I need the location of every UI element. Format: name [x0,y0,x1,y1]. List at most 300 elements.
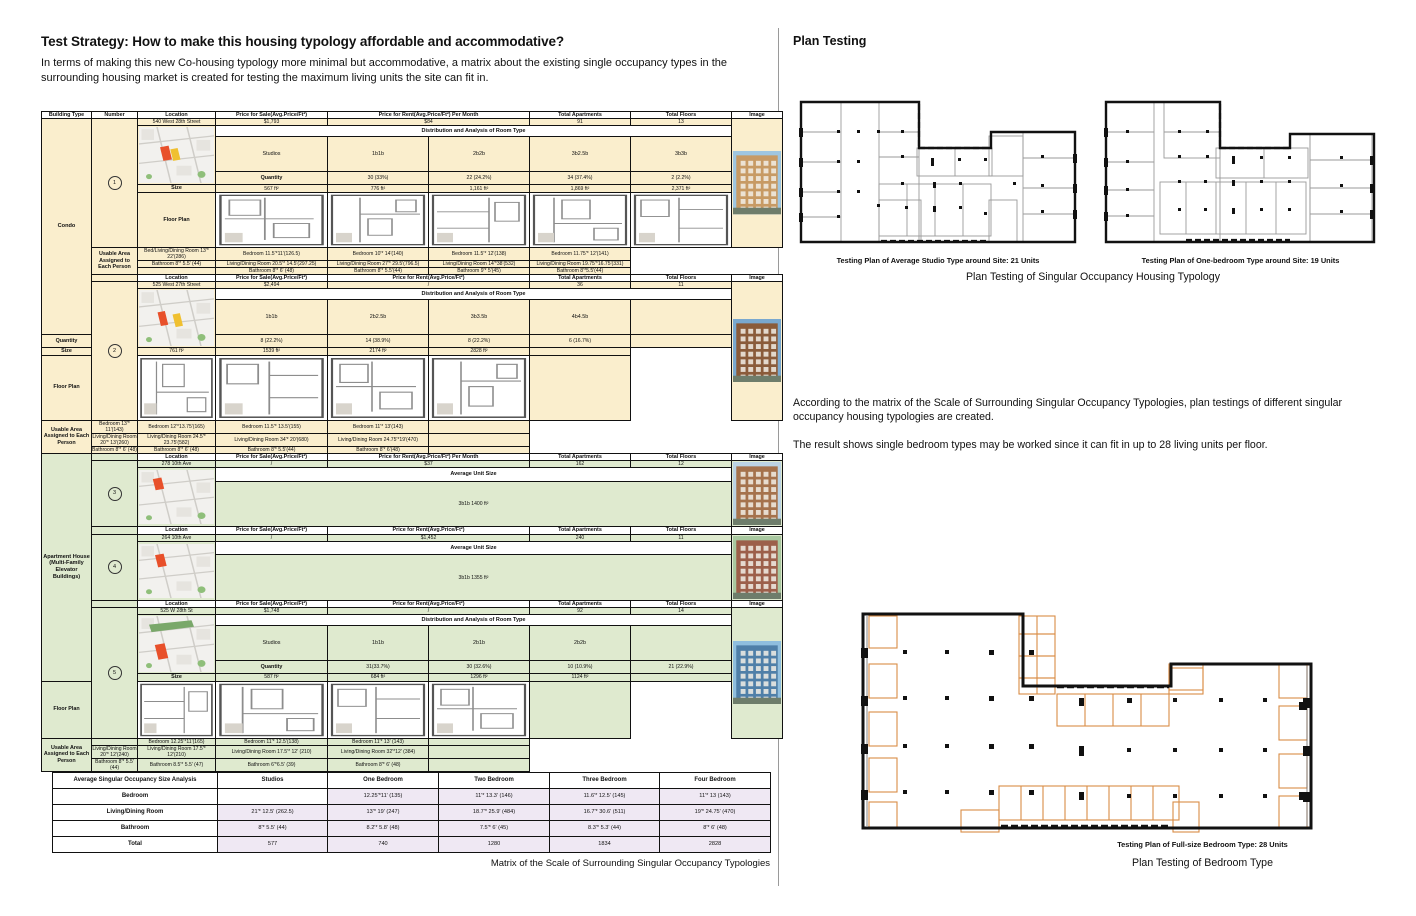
room-type: 1b1b [328,626,429,661]
unit-floor-plan [429,356,529,420]
average-size-summary-table [52,772,771,853]
column-header-image: Image [732,274,783,281]
usable-area-value: Bedroom 11.5'*11'(126.5) [216,247,328,260]
distribution-header: Distribution and Analysis of Room Type [216,289,732,300]
room-type-quantity: 2 (2.2%) [631,172,732,185]
table-row [42,615,783,626]
room-type-size: 2174 ft² [328,348,429,355]
row-label-usable-area: Usable Area Assigned to Each Person [92,247,138,274]
column-header-image: Image [732,527,783,534]
row-label-floor-plan: Floor Plan [138,192,216,247]
usable-area-value: Bathroom 8'* 5.5' (44) [138,260,216,267]
room-type-quantity: 14 (38.9%) [328,335,429,348]
usable-area-value: Bedroom 11'* 13' (143) [328,738,429,745]
table-row [42,355,783,420]
table-row [42,674,783,681]
usable-area-value: Bathroom 8'* 6' (48) [328,758,429,771]
floor-plan-cell [429,681,530,738]
building-photo [733,462,781,525]
empty-cell [429,738,530,745]
column-header-price_sale: Price for Sale(Avg.Price/Ft²) [216,453,328,460]
intro-paragraph: In terms of making this new Co-housing typology more minimal but accommodative, a matrix about the existing single occupancy types in the surrounding housing market is created for testing the maximum living units the site can fit in. [41,57,727,84]
price-for-sale: $1,793 [216,119,328,126]
row-label-quantity: Quantity [216,172,328,185]
summary-row-label: Bathroom [53,821,218,837]
empty-cell [429,758,530,771]
empty-cell [631,674,732,681]
site-map-cell [138,541,216,600]
summary-cell: 11'* 13.3' (146) [439,789,550,805]
total-apartments: 162 [530,460,631,467]
total-floors: 13 [631,119,732,126]
room-type: 2b2.5b [328,300,429,335]
floor-plan-cell [216,681,328,738]
column-header-image: Image [732,112,783,119]
usable-area-value: Living/Dining Room 24.5'* 23.75'(582) [138,433,216,446]
table-row [42,267,783,274]
table-row [42,527,783,534]
price-for-sale: / [216,534,328,541]
usable-area-value: Bathroom 8'* 5.5'(44) [216,446,328,453]
building-location: 278 10th Ave [138,460,216,467]
building-number-5 [92,608,138,738]
table-row [42,600,783,607]
room-type-quantity: 21 (22.9%) [631,661,732,674]
column-header-price_sale: Price for Sale(Avg.Price/Ft²) [216,600,328,607]
total-apartments: 240 [530,534,631,541]
column-header-location: Location [138,600,216,607]
building-photo [733,536,781,599]
column-header-total_floors: Total Floors [631,112,732,119]
usable-area-value [138,267,216,274]
summary-cell: 8'* 5.5' (44) [218,821,328,837]
average-unit-size-value: 3b1b 1400 ft² [216,481,732,526]
table-row [42,112,783,119]
left-panel-header [41,34,781,85]
building-photo [733,151,781,214]
floor-plan-cell [328,192,429,247]
summary-cell [218,789,328,805]
average-unit-size-value: 3b1b 1355 ft² [216,555,732,600]
usable-area-value: Living/Dining Room 14'*38'(532) [429,260,530,267]
room-type: Studios [216,626,328,661]
room-type: 1b1b [216,300,328,335]
table-row [42,119,783,126]
row-label-size: Size [138,674,216,681]
summary-cell: 16.7'* 30.6' (511) [550,805,660,821]
price-for-rent: / [328,282,530,289]
table-row [42,126,783,137]
table-row [42,192,783,247]
empty-cell [429,433,530,446]
summary-cell: 18.7'* 25.9' (484) [439,805,550,821]
building-number-4 [92,534,138,600]
site-map-thumbnail [139,544,214,598]
number-spacer [92,453,138,460]
summary-column-header: Studios [218,773,328,789]
total-apartments: 36 [530,282,631,289]
unit-floor-plan [216,356,327,420]
price-for-sale: / [216,460,328,467]
summary-column-header: Average Singular Occupancy Size Analysis [53,773,218,789]
column-header-total_floors: Total Floors [631,527,732,534]
building-photo [733,319,781,382]
usable-area-value: Bathroom 9'* 5'(45) [429,267,530,274]
typology-matrix-table [41,111,783,772]
column-header-price_rent: Price for Rent(Avg.Price/Ft²) [328,600,530,607]
unit-floor-plan [138,356,215,420]
room-type-quantity: 6 (16.7%) [530,335,631,348]
usable-area-value: Living/Dining Room 17.5'* 12' (210) [216,745,328,758]
building-number-badge: 4 [108,560,122,574]
building-location: 525 W 28th St [138,608,216,615]
unit-floor-plan [216,682,327,738]
unit-floor-plan [328,193,428,247]
number-spacer [92,600,138,607]
empty-cell [631,335,732,348]
column-header-total_apartments: Total Apartments [530,453,631,460]
plan-big-subcaption: Plan Testing of Bedroom Type [1132,857,1273,869]
total-apartments: 92 [530,608,631,615]
price-for-rent: $37 [328,460,530,467]
row-label-usable-area: Usable Area Assigned to Each Person [42,738,92,771]
usable-area-value: Bathroom 8'* 6' (48) [138,446,216,453]
column-header-location: Location [138,112,216,119]
column-header-total_apartments: Total Apartments [530,527,631,534]
usable-area-value: Living/Dining Room 32'*12' (384) [328,745,429,758]
usable-area-value: Bedroom 11.5'* 12'(138) [429,247,530,260]
room-type-size: 1539 ft² [216,348,328,355]
site-map-cell [138,126,216,185]
room-type-size: 1296 ft² [429,674,530,681]
room-type-quantity: 22 (24.2%) [429,172,530,185]
column-header-price_sale: Price for Sale(Avg.Price/Ft²) [216,527,328,534]
room-type-size: 761 ft² [138,348,216,355]
building-location: 540 West 28th Street [138,119,216,126]
table-row [53,773,771,789]
summary-column-header: One Bedroom [328,773,439,789]
table-row [42,738,783,745]
summary-cell: 7.5'* 6' (45) [439,821,550,837]
usable-area-value: Bathroom 8'*5.5'(44) [530,267,631,274]
room-type: 3b3b [631,137,732,172]
site-map-cell [138,289,216,348]
column-header-number: Number [92,112,138,119]
table-row [42,348,783,355]
number-spacer [92,274,138,281]
room-type-size: 2,371 ft² [631,185,732,192]
building-number-badge: 2 [108,344,122,358]
building-number-2 [92,282,138,420]
building-location: 264 10th Ave [138,534,216,541]
usable-area-value: Living/Dining Room 17.5'* 12'(210) [138,745,216,758]
summary-cell: 13'* 19' (247) [328,805,439,821]
usable-area-value: Bed/Living/Dining Room 13'* 22'(286) [138,247,216,260]
distribution-header: Distribution and Analysis of Room Type [216,126,732,137]
matrix-caption: Matrix of the Scale of Surrounding Singular Occupancy Typologies [490,858,770,869]
site-map-thumbnail [139,616,214,672]
empty-cell [530,681,631,738]
summary-cell: 2828 [660,837,771,853]
building-image-cell [732,119,783,247]
usable-area-value [92,738,138,745]
usable-area-value: Bathroom 8'* 5.5' (44) [92,758,138,771]
unit-floor-plan [631,193,731,247]
room-type-size: 2828 ft² [429,348,530,355]
room-type-size: 1,161 ft² [429,185,530,192]
total-floors: 11 [631,282,732,289]
table-row [42,534,783,541]
room-type-size: 587 ft² [216,674,328,681]
unit-floor-plan [429,682,529,738]
room-type: 1b1b [328,137,429,172]
floor-plan-cell [216,355,328,420]
empty-cell [429,446,530,453]
column-header-total_apartments: Total Apartments [530,112,631,119]
summary-cell: 12.25'*11' (135) [328,789,439,805]
column-header-image: Image [732,453,783,460]
empty-cell [631,300,732,335]
usable-area-value: Bathroom 8'* 6' (48) [216,267,328,274]
table-row [42,289,783,300]
column-header-location: Location [138,527,216,534]
room-type-quantity: 30 (33%) [328,172,429,185]
table-row [42,608,783,615]
one-bedroom-test-floorplan [1098,92,1383,250]
table-row [42,420,783,433]
group-label-apartment: Apartment House (Multi-Family Elevator Buildings) [42,453,92,681]
building-number-1 [92,119,138,247]
table-row [42,745,783,758]
price-for-rent: $1,452 [328,534,530,541]
floor-plan-cell [138,681,216,738]
distribution-header: Distribution and Analysis of Room Type [216,615,732,626]
summary-column-header: Two Bedroom [439,773,550,789]
summary-cell: 19'* 24.75' (470) [660,805,771,821]
building-image-cell [732,534,783,600]
plan-b-caption: Testing Plan of One-bedroom Type around Site: 19 Units [1141,256,1340,265]
table-row [42,453,783,460]
room-type-size: 1,869 ft² [530,185,631,192]
summary-cell: 1834 [550,837,660,853]
summary-column-header: Three Bedroom [550,773,660,789]
plan-testing-paragraph-2: The result shows single bedroom types may be worked since it can fit in up to 28 living units per floor. [793,439,1268,451]
table-row [42,433,783,446]
floor-plan-cell [328,681,429,738]
column-header-image: Image [732,600,783,607]
group-label-condo: Condo [42,119,92,335]
summary-cell: 577 [218,837,328,853]
top-plans-caption: Plan Testing of Singular Occupancy Housing Typology [965,271,1220,283]
price-for-sale: $1,748 [216,608,328,615]
usable-area-value: Living/Dining Room 19.75'*16.75'(331) [530,260,631,267]
room-type: Studios [216,137,328,172]
summary-cell: 8'* 6' (48) [660,821,771,837]
summary-cell: 1280 [439,837,550,853]
summary-cell: 11.6'* 12.5' (145) [550,789,660,805]
column-header-price_rent: Price for Rent(Avg.Price/Ft²) Per Month [328,112,530,119]
usable-area-value: Living/Dining Room 34'* 20'(680) [216,433,328,446]
room-type-quantity: 30 (32.6%) [429,661,530,674]
building-number-badge: 5 [108,666,122,680]
plan-testing-title: Plan Testing [793,34,867,48]
room-type: 4b4.5b [530,300,631,335]
average-unit-size-header: Average Unit Size [216,467,732,481]
column-header-location: Location [138,274,216,281]
table-row [53,837,771,853]
summary-column-header: Four Bedroom [660,773,771,789]
empty-cell [530,348,631,355]
summary-cell: 8.3'* 5.3' (44) [550,821,660,837]
empty-cell [631,626,732,661]
room-type-quantity: 10 (10.9%) [530,661,631,674]
table-row [42,446,783,453]
building-number-badge: 3 [108,487,122,501]
row-label-size: Size [42,348,92,355]
row-label-quantity: Quantity [216,661,328,674]
price-for-rent: / [328,608,530,615]
usable-area-value: Living/Dining Room 27'* 29.5'(796.5) [328,260,429,267]
column-header-total_apartments: Total Apartments [530,600,631,607]
usable-area-value: Bathroom 8.5'* 5.5' (47) [138,758,216,771]
summary-row-label: Total [53,837,218,853]
column-header-price_sale: Price for Sale(Avg.Price/Ft²) [216,274,328,281]
table-row [42,758,783,771]
average-unit-size-header: Average Unit Size [216,541,732,555]
room-type-quantity: 8 (22.2%) [429,335,530,348]
column-header-price_rent: Price for Rent(Avg.Price/Ft²) [328,274,530,281]
total-floors: 11 [631,534,732,541]
row-label-usable-area: Usable Area Assigned to Each Person [42,420,92,453]
usable-area-value: Living/Dining Room 20'* 13'(260) [92,433,137,446]
plan-big-caption: Testing Plan of Full-size Bedroom Type: 28 Units [1117,840,1288,849]
room-type: 2b2b [429,137,530,172]
usable-area-value: Living/Dining Room 20'* 12'(240) [92,745,137,758]
usable-area-value: Bathroom 8'* 6'(48) [328,446,429,453]
summary-cell: 740 [328,837,439,853]
unit-floor-plan [216,193,327,247]
unit-floor-plan [328,356,428,420]
row-label-floor-plan: Floor Plan [42,681,92,738]
building-photo [733,641,781,704]
table-row [42,460,783,467]
unit-floor-plan [328,682,428,738]
usable-area-value: Bedroom 10'* 14'(140) [328,247,429,260]
usable-area-value: Bedroom 11.5'* 13.5'(155) [216,420,328,433]
table-row [42,681,783,738]
site-map-cell [138,467,216,526]
room-type: 2b2b [530,626,631,661]
table-row [42,282,783,289]
building-image-cell [732,608,783,738]
room-type-size: 684 ft² [328,674,429,681]
floor-plan-cell [530,192,631,247]
floor-plan-cell [429,192,530,247]
page-title: Test Strategy: How to make this housing typology affordable and accommodative? [41,34,565,49]
room-type: 3b2.5b [530,137,631,172]
column-header-total_floors: Total Floors [631,274,732,281]
usable-area-value: Bedroom 12.25'*11'(165) [138,738,216,745]
price-for-rent: $84 [328,119,530,126]
table-row [53,805,771,821]
site-map-thumbnail [139,290,214,346]
building-number-3 [92,460,138,526]
site-map-thumbnail [139,127,214,183]
room-type-size: 1124 ft² [530,674,631,681]
building-location: 525 West 27th Street [138,282,216,289]
table-row [53,821,771,837]
row-label-floor-plan: Floor Plan [42,355,92,420]
price-for-sale: $2,494 [216,282,328,289]
number-spacer [92,527,138,534]
top-plans-container [793,92,1393,254]
studio-test-floorplan [793,92,1083,250]
unit-floor-plan [530,193,630,247]
usable-area-value: Bathroom 8'* 5.5'(44) [328,267,429,274]
total-floors: 14 [631,608,732,615]
usable-area-value: Bedroom 12'*13.75'(165) [138,420,216,433]
column-header-price_sale: Price for Sale(Avg.Price/Ft²) [216,112,328,119]
column-header-total_apartments: Total Apartments [530,274,631,281]
unit-floor-plan [138,682,215,738]
usable-area-value: Bedroom 13'* 11'(143) [92,420,138,433]
right-panel-header [793,34,1403,48]
table-row [42,467,783,481]
empty-cell [429,745,530,758]
column-header-total_floors: Total Floors [631,453,732,460]
row-label-quantity: Quantity [42,335,92,348]
floor-plan-cell [216,192,328,247]
table-row [42,260,783,267]
table-row [42,274,783,281]
unit-floor-plan [429,193,529,247]
plan-testing-paragraph-1: According to the matrix of the Scale of Surrounding Singular Occupancy Typologies, plan testings of different singular occupancy housing typologies are created. [793,397,1343,424]
floor-plan-cell [631,192,732,247]
usable-area-value: Bedroom 11.75'* 12'(141) [530,247,631,260]
building-number-badge: 1 [108,176,122,190]
column-header-location: Location [138,453,216,460]
usable-area-value: Bedroom 11'* 12.5'(138) [216,738,328,745]
usable-area-value: Living/Dining Room 20.5'* 14.5'(297.25) [216,260,328,267]
total-floors: 12 [631,460,732,467]
column-header-price_rent: Price for Rent(Avg.Price/Ft²) [328,527,530,534]
row-label-size: Size [138,185,216,192]
usable-area-value: Bathroom 8'* 6' (48) [92,446,137,453]
total-apartments: 91 [530,119,631,126]
table-row [42,541,783,555]
bedroom-type-test-floorplan [851,606,1391,838]
table-row [53,789,771,805]
table-row [42,185,783,192]
room-type: 2b1b [429,626,530,661]
column-header-total_floors: Total Floors [631,600,732,607]
room-type-quantity: 8 (22.2%) [216,335,328,348]
floor-plan-cell [138,355,216,420]
summary-cell: 11'* 13 (143) [660,789,771,805]
column-header-price_rent: Price for Rent(Avg.Price/Ft²) Per Month [328,453,530,460]
empty-cell [530,355,631,420]
plan-a-caption: Testing Plan of Average Studio Type around Site: 21 Units [836,256,1040,265]
table-row [42,247,783,260]
usable-area-value: Bathroom 6'*6.5' (39) [216,758,328,771]
empty-cell [429,420,530,433]
room-type-size: 567 ft² [216,185,328,192]
summary-row-label: Bedroom [53,789,218,805]
summary-cell: 21'* 12.5' (262.5) [218,805,328,821]
building-image-cell [732,282,783,420]
summary-row-label: Living/Dining Room [53,805,218,821]
usable-area-value: Bedroom 11'* 13'(143) [328,420,429,433]
